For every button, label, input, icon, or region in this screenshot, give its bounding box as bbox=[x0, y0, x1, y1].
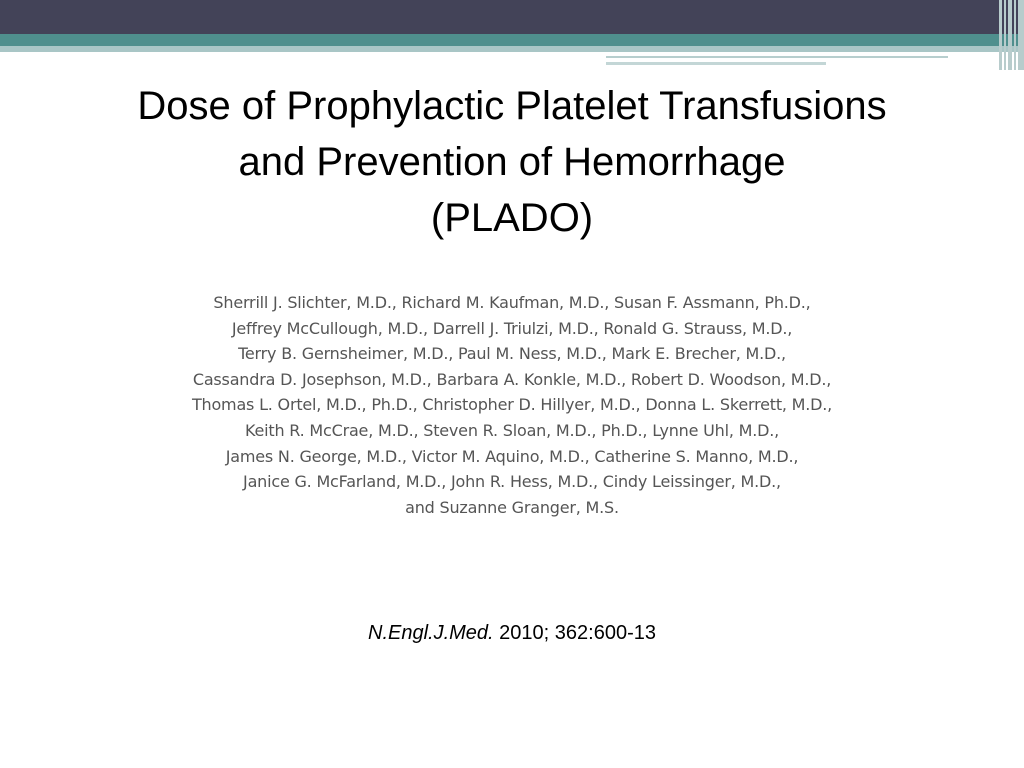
author-line: Sherrill J. Slichter, M.D., Richard M. Kaufman, M.D., Susan F. Assmann, Ph.D., bbox=[213, 293, 811, 312]
citation bbox=[100, 620, 924, 646]
author-line: and Suzanne Granger, M.S. bbox=[405, 497, 619, 517]
slide-title bbox=[40, 78, 984, 246]
author-line: James N. George, M.D., Victor M. Aquino, M.D., Catherine S. Manno, M.D., bbox=[225, 446, 799, 466]
header-accent-line-short bbox=[606, 62, 826, 65]
header-accent-line bbox=[606, 56, 948, 58]
author-line: Janice G. McFarland, M.D., John R. Hess, M.D., Cindy Leissinger, M.D., bbox=[243, 472, 781, 492]
title-line: (PLADO) bbox=[430, 196, 594, 240]
header-corner-stripes bbox=[992, 0, 1024, 70]
author-list bbox=[100, 290, 924, 520]
header-teal-band bbox=[0, 34, 1024, 46]
citation-journal: N.Engl.J.Med. bbox=[368, 622, 494, 644]
title-line: Dose of Prophylactic Platelet Transfusions bbox=[137, 84, 887, 128]
header-dark-band bbox=[0, 0, 1024, 34]
title-line: and Prevention of Hemorrhage bbox=[238, 140, 786, 184]
author-line: Thomas L. Ortel, M.D., Ph.D., Christopher D. Hillyer, M.D., Donna L. Skerrett, M.D., bbox=[191, 395, 833, 415]
citation-details: 2010; 362:600-13 bbox=[493, 622, 656, 644]
author-line: Keith R. McCrae, M.D., Steven R. Sloan, M.D., Ph.D., Lynne Uhl, M.D., bbox=[245, 420, 779, 440]
author-line: Terry B. Gernsheimer, M.D., Paul M. Ness, M.D., Mark E. Brecher, M.D., bbox=[238, 344, 786, 364]
header-light-band bbox=[0, 46, 1024, 52]
author-line: Cassandra D. Josephson, M.D., Barbara A. Konkle, M.D., Robert D. Woodson, M.D., bbox=[192, 369, 832, 389]
author-line: Jeffrey McCullough, M.D., Darrell J. Triulzi, M.D., Ronald G. Strauss, M.D., bbox=[231, 318, 793, 338]
